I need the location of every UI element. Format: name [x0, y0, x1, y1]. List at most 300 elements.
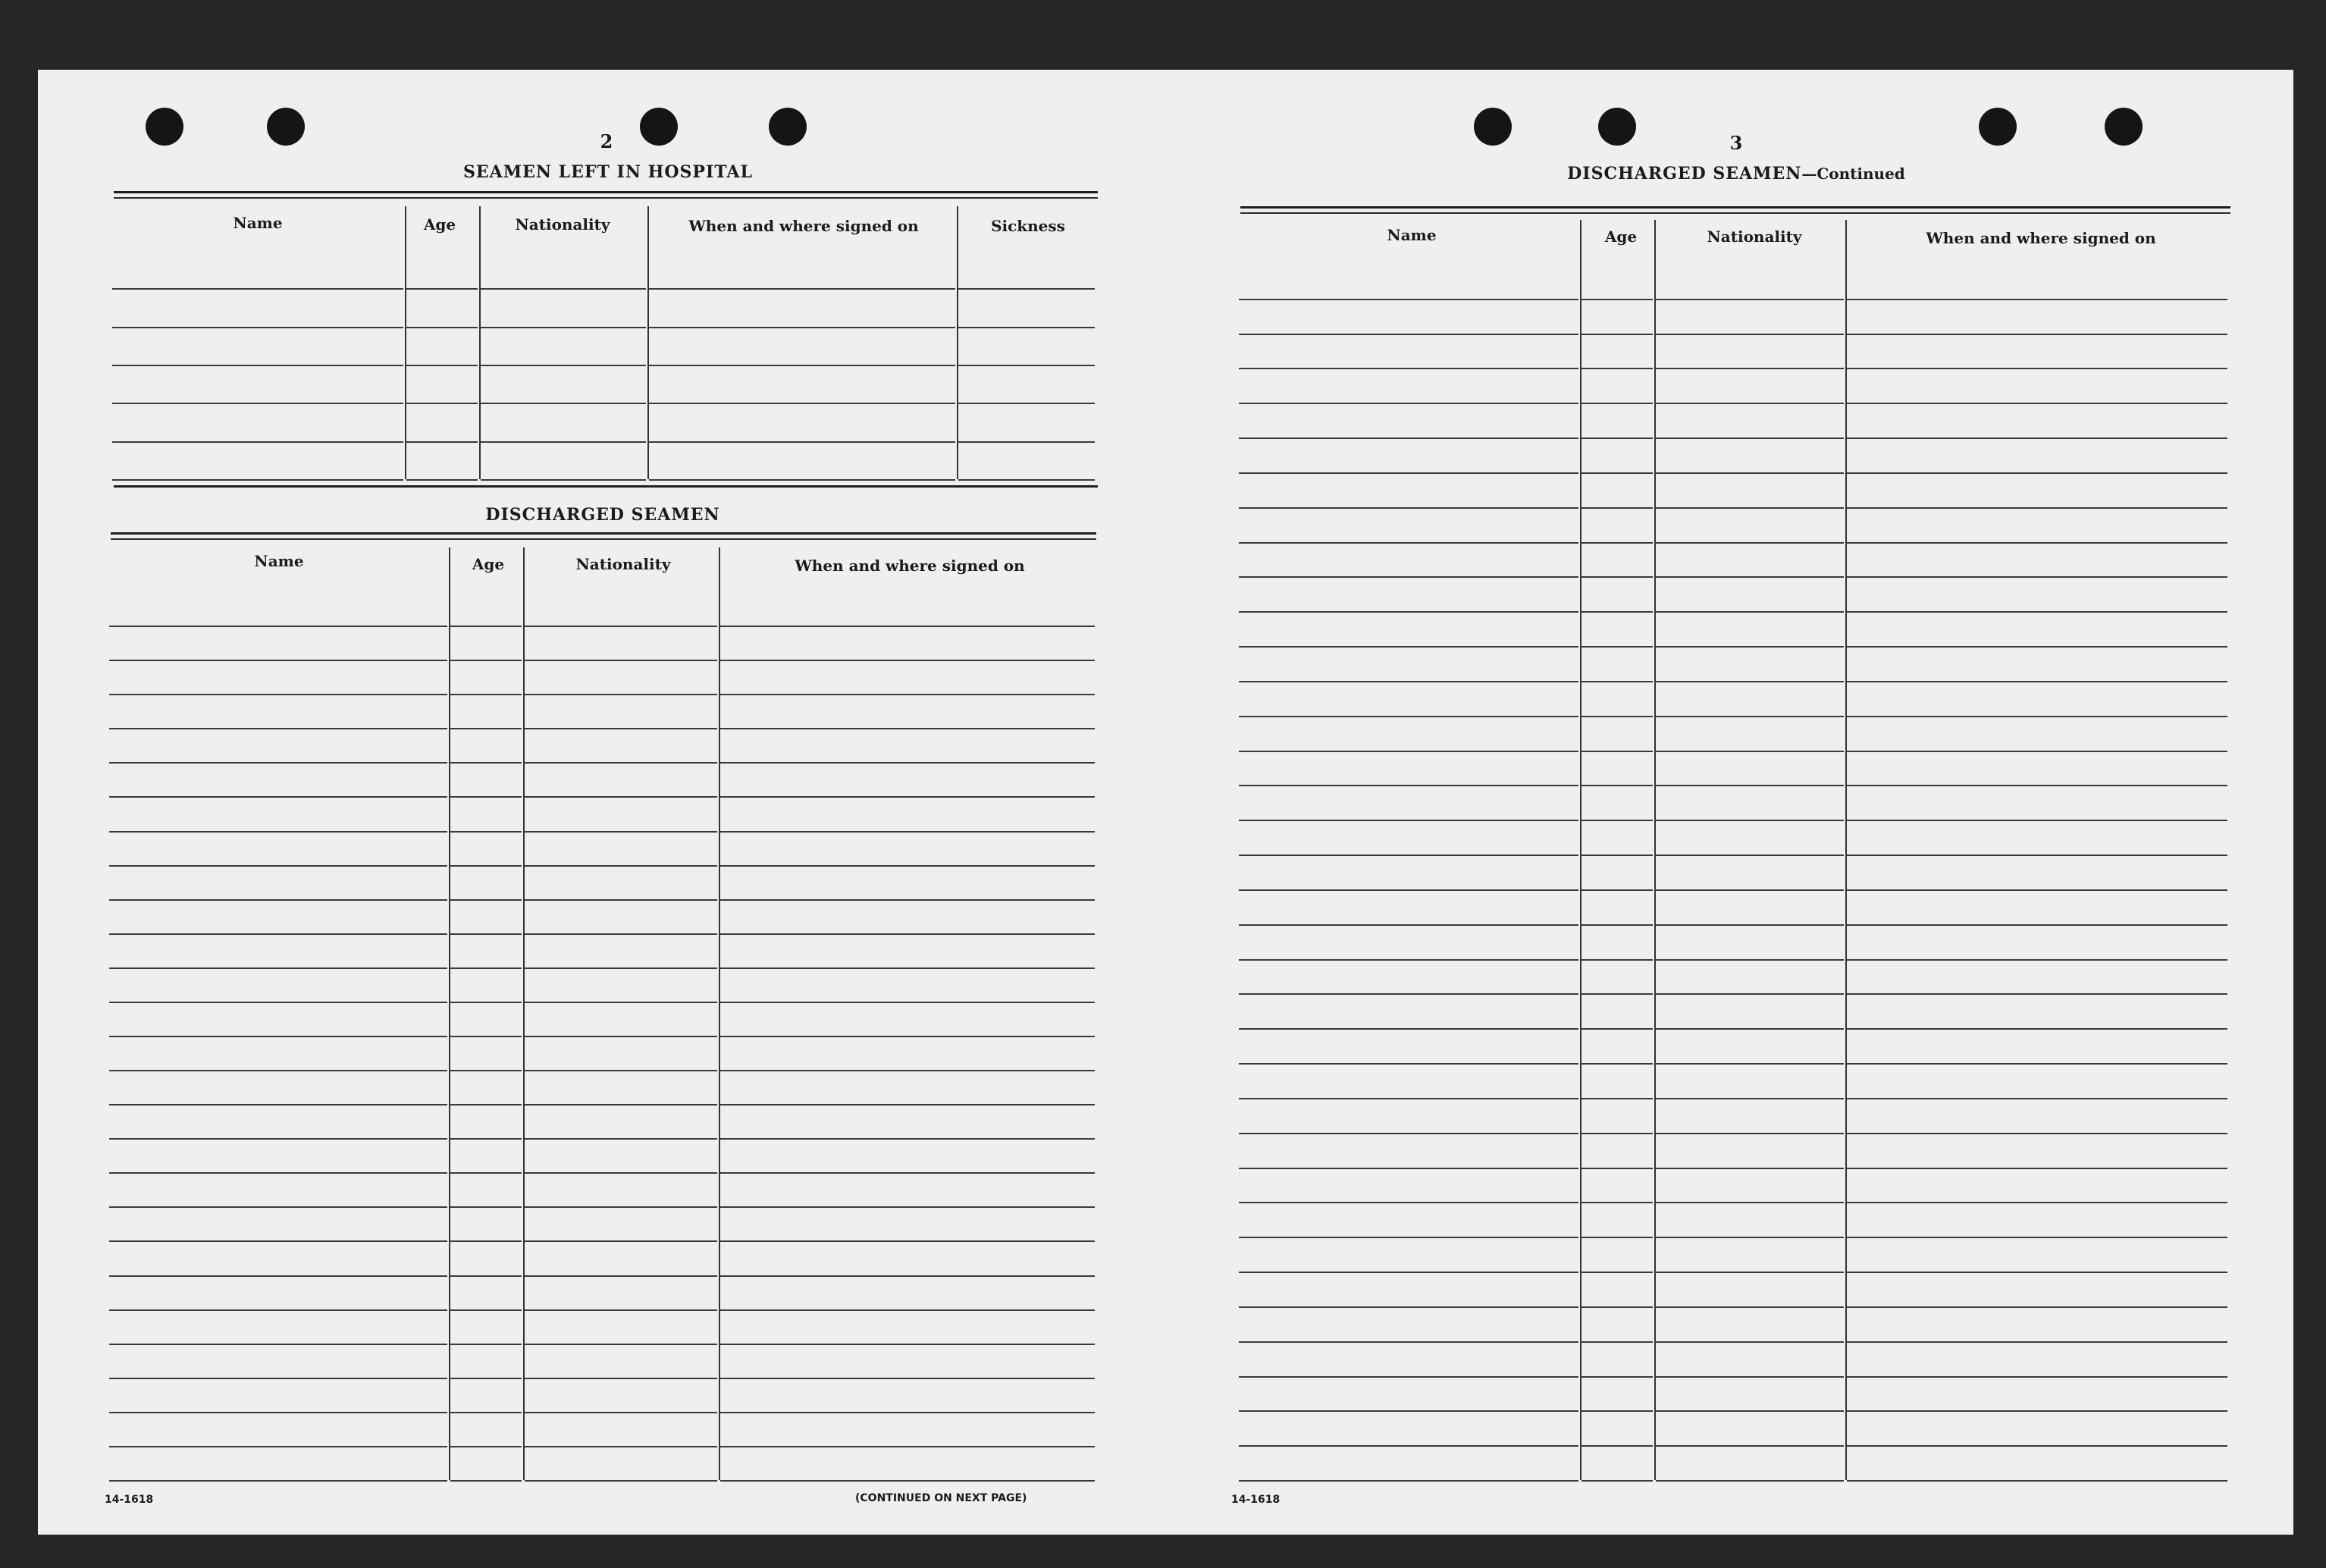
table-row-line [109, 899, 447, 901]
table-row-line [525, 1138, 717, 1140]
table-row-line [1656, 820, 1844, 821]
table-row-line [1239, 576, 1578, 578]
table-row-line [525, 1412, 717, 1413]
table-row-line [525, 1036, 717, 1037]
table-row-line [1847, 507, 2227, 509]
table-row-line [525, 1206, 717, 1208]
punch-hole [2105, 108, 2143, 146]
table-row-line [525, 1240, 717, 1242]
table-row-line [649, 288, 955, 290]
punch-hole [267, 108, 305, 146]
table-row-line [450, 1070, 522, 1071]
table-row-line [481, 441, 646, 443]
table-row-line [109, 1002, 447, 1003]
table-row-line [720, 933, 1095, 935]
table-row-line [1581, 1063, 1653, 1065]
table-row-line [109, 694, 447, 695]
table-row-line [1581, 576, 1653, 578]
form-sheet [38, 70, 2293, 1535]
table-row-line [450, 1309, 522, 1311]
table-row-line [1656, 542, 1844, 544]
table-row-line [1239, 542, 1578, 544]
table-row-line [1656, 1306, 1844, 1308]
table-row-line [1239, 403, 1578, 404]
table-row-line [450, 933, 522, 935]
table-row-line [525, 1070, 717, 1071]
discharged-col-nationality: Nationality [575, 555, 671, 573]
table-row-line [1581, 299, 1653, 300]
table-row-line [958, 327, 1095, 328]
table-row-line [1656, 1168, 1844, 1169]
table-row-line [1847, 646, 2227, 648]
table-row-line [1581, 1445, 1653, 1447]
table-row-line [109, 762, 447, 764]
table-row-line [1656, 716, 1844, 717]
table-row-line [1847, 751, 2227, 752]
table-row-line [112, 327, 403, 328]
table-row-line [1847, 1410, 2227, 1412]
table-row-line [1656, 924, 1844, 926]
table-row-line [1239, 1202, 1578, 1203]
discharged-top-rule-2 [111, 538, 1096, 540]
table-row-line [1239, 334, 1578, 335]
hospital-top-rule-2 [114, 197, 1098, 199]
hospital-col-nationality: Nationality [515, 215, 610, 234]
table-row-line [1847, 403, 2227, 404]
table-row-line [450, 1446, 522, 1447]
table-row-line [450, 1002, 522, 1003]
table-row-line [1239, 1272, 1578, 1273]
hospital-col-age: Age [423, 215, 456, 234]
table-row-line [1581, 993, 1653, 995]
table-row-line [109, 1480, 447, 1482]
table-row-line [1656, 1410, 1844, 1412]
table-row-line [720, 1480, 1095, 1482]
table-row-line [1581, 437, 1653, 439]
table-row-line [1847, 993, 2227, 995]
table-row-line [1847, 959, 2227, 961]
table-row-line [1239, 681, 1578, 682]
table-row-line [525, 1344, 717, 1345]
table-row-line [1847, 1376, 2227, 1378]
table-row-line [1847, 924, 2227, 926]
table-row-line [450, 1206, 522, 1208]
table-row-line [1581, 1098, 1653, 1099]
table-row-line [525, 660, 717, 661]
table-row-line [1581, 611, 1653, 613]
punch-hole [640, 108, 678, 146]
table-row-line [1656, 299, 1844, 300]
table-row-line [109, 967, 447, 969]
table-row-line [1847, 716, 2227, 717]
table-row-line [1847, 785, 2227, 786]
form-number-left: 14-1618 [105, 1494, 154, 1506]
continued-section-title [1567, 164, 1905, 183]
table-row-line [1847, 1341, 2227, 1343]
table-row-line [1581, 785, 1653, 786]
table-row-line [1847, 368, 2227, 369]
column-divider [647, 206, 649, 479]
table-row-line [450, 1480, 522, 1482]
table-row-line [1581, 1237, 1653, 1238]
table-row-line [1239, 1306, 1578, 1308]
table-row-line [1656, 959, 1844, 961]
punch-hole [1979, 108, 2017, 146]
table-row-line [649, 403, 955, 404]
table-row-line [481, 365, 646, 366]
table-row-line [450, 626, 522, 627]
table-row-line [1656, 1376, 1844, 1378]
table-row-line [1239, 1168, 1578, 1169]
table-row-line [109, 865, 447, 867]
page-number-right: 3 [1729, 132, 1743, 154]
table-row-line [1656, 611, 1844, 613]
table-row-line [1656, 785, 1844, 786]
column-divider [719, 547, 720, 1480]
table-row-line [112, 288, 403, 290]
table-row-line [1656, 1272, 1844, 1273]
table-row-line [1847, 1028, 2227, 1030]
table-row-line [1239, 1410, 1578, 1412]
table-row-line [1239, 855, 1578, 856]
table-row-line [1656, 1098, 1844, 1099]
table-row-line [1656, 1063, 1844, 1065]
punch-hole [1598, 108, 1636, 146]
page-number-left: 2 [600, 130, 613, 152]
table-row-line [406, 479, 478, 481]
table-row-line [450, 865, 522, 867]
continued-note: (CONTINUED ON NEXT PAGE) [855, 1492, 1027, 1504]
table-row-line [1656, 334, 1844, 335]
table-row-line [1239, 368, 1578, 369]
form-number-right: 14-1618 [1231, 1494, 1281, 1506]
table-row-line [450, 1240, 522, 1242]
table-row-line [1581, 889, 1653, 891]
discharged-top-rule [111, 532, 1096, 535]
table-row-line [109, 1206, 447, 1208]
table-row-line [525, 1378, 717, 1379]
table-row-line [109, 796, 447, 798]
table-row-line [450, 694, 522, 695]
table-row-line [109, 1138, 447, 1140]
table-row-line [450, 1275, 522, 1277]
table-row-line [112, 403, 403, 404]
table-row-line [1581, 542, 1653, 544]
table-row-line [406, 327, 478, 328]
table-row-line [1239, 507, 1578, 509]
table-row-line [720, 626, 1095, 627]
discharged-col-signed-on: When and where signed on [795, 557, 1025, 575]
table-row-line [525, 1104, 717, 1105]
table-row-line [720, 1309, 1095, 1311]
continued-col-age: Age [1604, 227, 1638, 246]
table-row-line [1847, 1306, 2227, 1308]
table-row-line [1656, 1028, 1844, 1030]
table-row-line [1581, 334, 1653, 335]
table-row-line [525, 694, 717, 695]
table-row-line [720, 1412, 1095, 1413]
table-row-line [406, 441, 478, 443]
table-row-line [450, 967, 522, 969]
table-row-line [109, 1378, 447, 1379]
table-row-line [1581, 1168, 1653, 1169]
table-row-line [112, 365, 403, 366]
column-divider [405, 206, 406, 479]
table-row-line [720, 831, 1095, 833]
table-row-line [1581, 959, 1653, 961]
continued-top-rule-2 [1240, 212, 2230, 214]
punch-hole [146, 108, 183, 146]
table-row-line [1656, 681, 1844, 682]
table-row-line [525, 831, 717, 833]
table-row-line [109, 1172, 447, 1174]
table-row-line [1239, 924, 1578, 926]
table-row-line [109, 1446, 447, 1447]
table-row-line [1581, 1376, 1653, 1378]
table-row-line [1581, 924, 1653, 926]
punch-hole [769, 108, 807, 146]
table-row-line [1239, 1098, 1578, 1099]
table-row-line [525, 762, 717, 764]
table-row-line [1656, 646, 1844, 648]
table-row-line [1581, 681, 1653, 682]
table-row-line [525, 1172, 717, 1174]
table-row-line [720, 694, 1095, 695]
table-row-line [720, 660, 1095, 661]
table-row-line [109, 728, 447, 729]
table-row-line [525, 967, 717, 969]
table-row-line [1581, 646, 1653, 648]
table-row-line [958, 288, 1095, 290]
table-row-line [450, 1378, 522, 1379]
table-row-line [1581, 507, 1653, 509]
table-row-line [1239, 1028, 1578, 1030]
table-row-line [1847, 472, 2227, 474]
table-row-line [720, 865, 1095, 867]
table-row-line [450, 796, 522, 798]
table-row-line [109, 1344, 447, 1345]
table-row-line [109, 1412, 447, 1413]
table-row-line [1656, 437, 1844, 439]
table-row-line [1239, 1445, 1578, 1447]
table-row-line [406, 403, 478, 404]
table-row-line [406, 288, 478, 290]
table-row-line [720, 1104, 1095, 1105]
table-row-line [1656, 1341, 1844, 1343]
table-row-line [1847, 1133, 2227, 1134]
table-row-line [1239, 646, 1578, 648]
table-row-line [1656, 576, 1844, 578]
table-row-line [1847, 889, 2227, 891]
table-row-line [450, 1036, 522, 1037]
table-row-line [720, 1275, 1095, 1277]
table-row-line [1581, 1480, 1653, 1482]
table-row-line [109, 1275, 447, 1277]
table-row-line [1847, 1237, 2227, 1238]
table-row-line [1581, 1272, 1653, 1273]
table-row-line [450, 1104, 522, 1105]
table-row-line [1847, 611, 2227, 613]
table-row-line [720, 1070, 1095, 1071]
table-row-line [1239, 785, 1578, 786]
table-row-line [1239, 472, 1578, 474]
column-divider [957, 206, 958, 479]
continued-col-signed-on: When and where signed on [1926, 229, 2156, 247]
table-row-line [720, 1344, 1095, 1345]
table-row-line [481, 288, 646, 290]
table-row-line [1656, 993, 1844, 995]
column-divider [523, 547, 525, 1480]
discharged-section-title: DISCHARGED SEAMEN [485, 505, 720, 525]
table-row-line [720, 728, 1095, 729]
table-row-line [450, 1138, 522, 1140]
table-row-line [1239, 889, 1578, 891]
table-row-line [1847, 1480, 2227, 1482]
table-row-line [1847, 576, 2227, 578]
table-row-line [720, 1002, 1095, 1003]
hospital-top-rule [114, 191, 1098, 193]
table-row-line [1581, 1341, 1653, 1343]
table-row-line [1581, 403, 1653, 404]
table-row-line [525, 865, 717, 867]
table-row-line [1656, 1445, 1844, 1447]
table-row-line [1239, 959, 1578, 961]
table-row-line [525, 626, 717, 627]
discharged-col-age: Age [472, 555, 505, 573]
column-divider [1845, 220, 1847, 1480]
table-row-line [450, 1412, 522, 1413]
table-row-line [109, 831, 447, 833]
table-row-line [649, 479, 955, 481]
table-row-line [109, 660, 447, 661]
table-row-line [720, 1240, 1095, 1242]
table-row-line [1656, 1133, 1844, 1134]
table-row-line [1847, 681, 2227, 682]
table-row-line [958, 441, 1095, 443]
table-row-line [720, 967, 1095, 969]
table-row-line [1847, 299, 2227, 300]
discharged-col-name: Name [254, 552, 304, 570]
table-row-line [1239, 437, 1578, 439]
table-row-line [1239, 299, 1578, 300]
table-row-line [1847, 334, 2227, 335]
table-row-line [1239, 1133, 1578, 1134]
table-row-line [112, 441, 403, 443]
table-row-line [450, 1172, 522, 1174]
hospital-col-name: Name [233, 214, 283, 232]
table-row-line [1239, 1480, 1578, 1482]
table-row-line [525, 796, 717, 798]
table-row-line [1581, 368, 1653, 369]
table-row-line [720, 796, 1095, 798]
table-row-line [1656, 507, 1844, 509]
table-row-line [1581, 1410, 1653, 1412]
table-row-line [1239, 1341, 1578, 1343]
table-row-line [1656, 889, 1844, 891]
table-row-line [958, 479, 1095, 481]
table-row-line [1239, 993, 1578, 995]
continued-title-suffix: —Continued [1801, 165, 1905, 183]
table-row-line [112, 479, 403, 481]
column-divider [479, 206, 481, 479]
table-row-line [481, 327, 646, 328]
table-row-line [109, 1104, 447, 1105]
continued-top-rule [1240, 206, 2230, 209]
table-row-line [1656, 472, 1844, 474]
table-row-line [109, 626, 447, 627]
column-divider [1580, 220, 1581, 1480]
table-row-line [481, 479, 646, 481]
table-row-line [1847, 1445, 2227, 1447]
table-row-line [1239, 1063, 1578, 1065]
table-row-line [1239, 1376, 1578, 1378]
table-row-line [1656, 368, 1844, 369]
table-row-line [1847, 542, 2227, 544]
table-row-line [720, 1138, 1095, 1140]
table-row-line [1581, 1306, 1653, 1308]
table-row-line [649, 365, 955, 366]
table-row-line [1656, 1237, 1844, 1238]
table-row-line [958, 403, 1095, 404]
table-row-line [1581, 1133, 1653, 1134]
table-row-line [720, 1206, 1095, 1208]
table-row-line [1847, 1168, 2227, 1169]
table-row-line [481, 403, 646, 404]
table-row-line [450, 899, 522, 901]
table-row-line [1847, 855, 2227, 856]
table-row-line [450, 728, 522, 729]
table-row-line [1239, 1237, 1578, 1238]
table-row-line [1581, 1202, 1653, 1203]
table-row-line [720, 1378, 1095, 1379]
continued-col-nationality: Nationality [1707, 227, 1802, 246]
table-row-line [525, 728, 717, 729]
table-row-line [525, 1002, 717, 1003]
table-row-line [720, 899, 1095, 901]
table-row-line [525, 1480, 717, 1482]
table-row-line [958, 365, 1095, 366]
continued-title-main: DISCHARGED SEAMEN [1567, 164, 1802, 183]
table-row-line [1847, 1202, 2227, 1203]
table-row-line [525, 899, 717, 901]
table-row-line [649, 327, 955, 328]
table-row-line [1239, 751, 1578, 752]
table-row-line [525, 1275, 717, 1277]
table-row-line [1847, 437, 2227, 439]
table-row-line [1656, 855, 1844, 856]
table-row-line [525, 1309, 717, 1311]
table-row-line [1656, 751, 1844, 752]
table-row-line [109, 1070, 447, 1071]
table-row-line [109, 1309, 447, 1311]
column-divider [1654, 220, 1656, 1480]
column-divider [449, 547, 450, 1480]
table-row-line [450, 1344, 522, 1345]
table-row-line [1581, 820, 1653, 821]
table-row-line [1847, 1063, 2227, 1065]
continued-col-name: Name [1387, 226, 1437, 244]
table-row-line [1847, 820, 2227, 821]
table-row-line [649, 441, 955, 443]
table-row-line [109, 1240, 447, 1242]
table-row-line [1581, 716, 1653, 717]
table-row-line [1656, 1480, 1844, 1482]
table-row-line [109, 933, 447, 935]
table-row-line [406, 365, 478, 366]
table-row-line [1847, 1272, 2227, 1273]
table-row-line [1656, 403, 1844, 404]
table-row-line [1581, 855, 1653, 856]
